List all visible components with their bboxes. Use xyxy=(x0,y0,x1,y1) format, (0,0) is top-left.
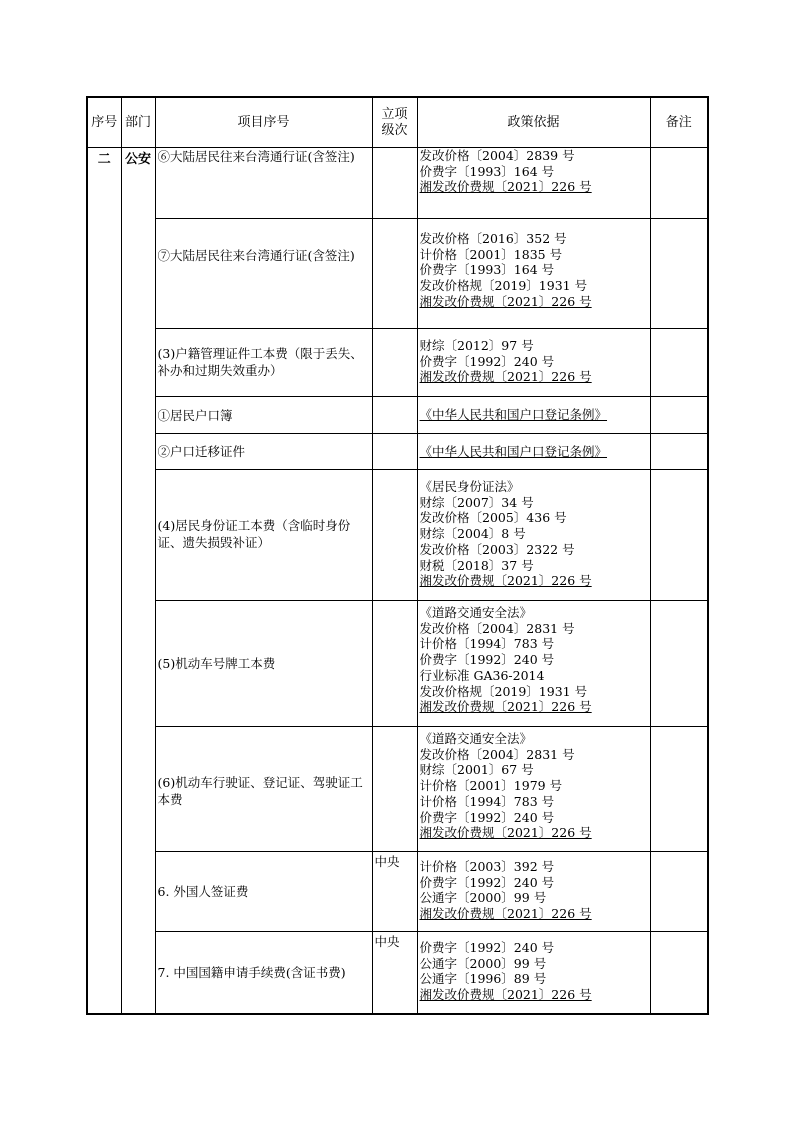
dept-cell: 公安 xyxy=(121,148,155,1014)
note-cell xyxy=(650,727,708,852)
table-row xyxy=(87,219,708,329)
item-cell: ②户口迁移证件 xyxy=(155,434,372,470)
policy-line: 价费字〔1993〕164 号 xyxy=(419,163,555,179)
policy-cell xyxy=(417,601,650,727)
policy-line: 湘发改价费规〔2021〕226 号 xyxy=(419,906,592,922)
policy-line: 计价格〔2001〕1979 号 xyxy=(419,778,563,794)
header-level-line2: 级次 xyxy=(381,122,408,138)
policy-line: 湘发改价费规〔2021〕226 号 xyxy=(419,573,592,589)
level-cell xyxy=(372,434,417,470)
table-row xyxy=(87,727,708,852)
table-row xyxy=(87,434,708,470)
table-row xyxy=(87,852,708,932)
note-cell xyxy=(650,148,708,219)
policy-line: 《中华人民共和国户口登记条例》 xyxy=(419,443,608,459)
policy-line: 公通字〔1996〕89 号 xyxy=(419,971,547,987)
header-policy: 政策依据 xyxy=(417,97,650,148)
policy-line: 行业标准 GA36-2014 xyxy=(419,667,545,683)
table-row xyxy=(87,397,708,434)
policy-line: 计价格〔1994〕783 号 xyxy=(419,793,555,809)
policy-line: 财综〔2007〕34 号 xyxy=(419,494,534,510)
item-cell: (4)居民身份证工本费（含临时身份证、遗失损毁补证） xyxy=(155,470,372,601)
table-row xyxy=(87,148,708,219)
level-cell xyxy=(372,470,417,601)
policy-line: 《中华人民共和国户口登记条例》 xyxy=(419,407,608,423)
note-cell xyxy=(650,932,708,1014)
policy-cell xyxy=(417,727,650,852)
policy-line: 湘发改价费规〔2021〕226 号 xyxy=(419,825,592,841)
header-note: 备注 xyxy=(650,97,708,148)
policy-line: 价费字〔1992〕240 号 xyxy=(419,940,555,955)
policy-line: 湘发改价费规〔2021〕226 号 xyxy=(419,293,592,309)
header-dept: 部门 xyxy=(121,97,155,148)
level-cell: 中央 xyxy=(372,852,417,932)
policy-line: 发改价格〔2016〕352 号 xyxy=(419,231,567,246)
policy-cell xyxy=(417,470,650,601)
policy-line: 计价格〔1994〕783 号 xyxy=(419,636,555,652)
table-row xyxy=(87,470,708,601)
header-row xyxy=(87,97,708,148)
header-level-line1: 立项 xyxy=(381,106,408,122)
policy-cell xyxy=(417,932,650,1014)
policy-line: 《道路交通安全法》 xyxy=(419,605,533,620)
policy-line: 发改价格〔2003〕2322 号 xyxy=(419,541,575,557)
note-cell xyxy=(650,470,708,601)
policy-cell xyxy=(417,434,650,470)
policy-line: 发改价格〔2004〕2831 号 xyxy=(419,746,575,762)
item-cell: 6. 外国人签证费 xyxy=(155,852,372,932)
item-cell: (3)户籍管理证件工本费（限于丢失、补办和过期失效重办） xyxy=(155,329,372,397)
policy-cell xyxy=(417,148,650,219)
note-cell xyxy=(650,329,708,397)
level-cell xyxy=(372,219,417,329)
level-cell xyxy=(372,397,417,434)
header-level xyxy=(372,97,417,148)
policy-line: 价费字〔1992〕240 号 xyxy=(419,809,555,825)
policy-cell xyxy=(417,852,650,932)
policy-line: 发改价格〔2004〕2839 号 xyxy=(419,148,575,163)
note-cell xyxy=(650,852,708,932)
table-row xyxy=(87,329,708,397)
policy-line: 湘发改价费规〔2021〕226 号 xyxy=(419,369,592,385)
policy-cell xyxy=(417,329,650,397)
item-cell: ⑥大陆居民往来台湾通行证(含签注) xyxy=(155,148,372,219)
policy-line: 价费字〔1993〕164 号 xyxy=(419,262,555,278)
fee-policy-table xyxy=(86,96,709,1015)
level-cell xyxy=(372,329,417,397)
note-cell xyxy=(650,434,708,470)
level-cell xyxy=(372,601,417,727)
policy-line: 价费字〔1992〕240 号 xyxy=(419,652,555,668)
table-row xyxy=(87,932,708,1014)
policy-line: 湘发改价费规〔2021〕226 号 xyxy=(419,699,592,715)
policy-line: 价费字〔1992〕240 号 xyxy=(419,353,555,369)
header-seq: 序号 xyxy=(87,97,121,148)
policy-line: 价费字〔1992〕240 号 xyxy=(419,874,555,890)
policy-line: 湘发改价费规〔2021〕226 号 xyxy=(419,179,592,195)
policy-line: 发改价格〔2005〕436 号 xyxy=(419,510,567,526)
policy-line: 公通字〔2000〕99 号 xyxy=(419,890,547,906)
policy-line: 公通字〔2000〕99 号 xyxy=(419,955,547,971)
policy-cell xyxy=(417,397,650,434)
item-cell: 7. 中国国籍申请手续费(含证书费) xyxy=(155,932,372,1014)
policy-cell xyxy=(417,219,650,329)
seq-cell: 二 xyxy=(87,148,121,1014)
note-cell xyxy=(650,601,708,727)
level-cell xyxy=(372,727,417,852)
note-cell xyxy=(650,219,708,329)
policy-line: 发改价格规〔2019〕1931 号 xyxy=(419,278,588,294)
item-cell: (6)机动车行驶证、登记证、驾驶证工本费 xyxy=(155,727,372,852)
note-cell xyxy=(650,397,708,434)
policy-line: 财税〔2018〕37 号 xyxy=(419,557,534,573)
policy-line: 财综〔2012〕97 号 xyxy=(419,338,534,353)
policy-line: 计价格〔2001〕1835 号 xyxy=(419,246,563,262)
policy-line: 发改价格规〔2019〕1931 号 xyxy=(419,683,588,699)
policy-line: 财综〔2004〕8 号 xyxy=(419,526,526,542)
policy-line: 《居民身份证法》 xyxy=(419,479,520,494)
policy-line: 《道路交通安全法》 xyxy=(419,731,533,746)
policy-line: 发改价格〔2004〕2831 号 xyxy=(419,620,575,636)
item-cell: ①居民户口簿 xyxy=(155,397,372,434)
item-cell: ⑦大陆居民往来台湾通行证(含签注) xyxy=(155,219,372,329)
header-item: 项目序号 xyxy=(155,97,372,148)
table-row xyxy=(87,601,708,727)
item-cell: (5)机动车号牌工本费 xyxy=(155,601,372,727)
policy-line: 财综〔2001〕67 号 xyxy=(419,762,534,778)
policy-line: 计价格〔2003〕392 号 xyxy=(419,859,555,874)
level-cell: 中央 xyxy=(372,932,417,1014)
policy-line: 湘发改价费规〔2021〕226 号 xyxy=(419,987,592,1003)
level-cell xyxy=(372,148,417,219)
